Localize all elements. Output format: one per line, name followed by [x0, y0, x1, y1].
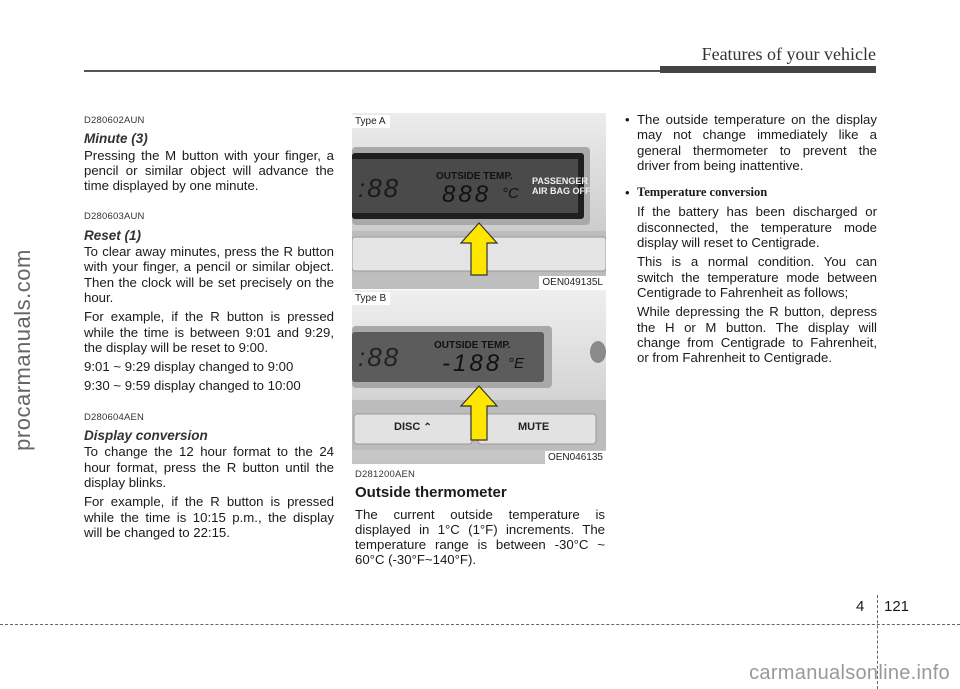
- bullet-dot: •: [625, 112, 630, 127]
- figure-b-code: OEN046135: [545, 451, 606, 464]
- bullet-dot: •: [625, 185, 630, 201]
- paragraph: 9:30 ~ 9:59 display changed to 10:00: [84, 378, 301, 394]
- paragraph: To clear away minutes, press the R button with your finger, a pencil or similar object. Then the clock will be set precisely on the hour.: [84, 244, 334, 305]
- type-a-label: Type A: [352, 115, 390, 128]
- paragraph: 9:01 ~ 9:29 display changed to 9:00: [84, 359, 294, 375]
- section-title-minute: Minute (3): [84, 131, 148, 147]
- paragraph: To change the 12 hour format to the 24 hour format, press the R button until the display blinks.: [84, 444, 334, 490]
- bullet-item: [625, 112, 877, 173]
- section-title-display-conversion: Display conversion: [84, 428, 208, 444]
- section-code: D280604AEN: [84, 411, 145, 423]
- paragraph: This is a normal condition. You can switch the temperature mode between Centigrade to Fahrenheit as follows;: [637, 254, 877, 300]
- section-title-reset: Reset (1): [84, 227, 142, 243]
- column-1: [84, 113, 334, 544]
- section-code: D280602AUN: [84, 115, 145, 126]
- clock-digits: :88: [358, 342, 401, 372]
- column-2-text: [355, 467, 605, 572]
- footer-rule: [0, 624, 960, 625]
- temp-digits: 888: [442, 181, 492, 208]
- page-header-title: Features of your vehicle: [701, 44, 876, 64]
- section-code: D280603AUN: [84, 211, 145, 223]
- paragraph: For example, if the R button is pressed while the time is between 9:01 and 9:29, the display will be reset to 9:00.: [84, 309, 334, 355]
- page-number: 121: [884, 598, 910, 615]
- paragraph: Pressing the M button with your finger, a pencil or similar object will advance the time displayed by one minute.: [84, 147, 334, 194]
- paragraph: For example, if the R button is pressed while the time is 10:15 p.m., the display will be changed to 22:15.: [84, 494, 334, 540]
- figure-type-a: [352, 113, 606, 289]
- figure-a-code: OEN049135L: [539, 276, 606, 289]
- temp-unit: °C: [502, 185, 519, 202]
- header-rule: [84, 70, 662, 72]
- side-watermark-text: procarmanuals.com: [10, 249, 35, 451]
- clock-digits: :88: [358, 173, 401, 203]
- column-3: [625, 112, 877, 369]
- outside-temp-label: OUTSIDE TEMP.: [434, 340, 511, 351]
- mute-button-label: MUTE: [518, 421, 550, 433]
- section-code: D281200AEN: [355, 469, 416, 480]
- paragraph: While depressing the R button, depress the H or M button. The display will change from Centigrade to Fahrenheit, or from Fahrenheit to Centigrade.: [637, 304, 877, 366]
- disc-button: [394, 421, 432, 433]
- bottom-watermark: carmanualsonline.info: [749, 662, 950, 684]
- figure-type-b: [352, 290, 606, 464]
- temperature-conversion-title: Temperature conversion: [637, 185, 768, 200]
- outside-temp-label: OUTSIDE TEMP.: [436, 171, 513, 182]
- type-b-label: Type B: [352, 292, 390, 305]
- arrow-up-icon: [459, 384, 499, 442]
- passenger-label: PASSENGER: [532, 176, 588, 186]
- paragraph: The current outside temperature is displayed in 1°C (1°F) increments. The temperature range is between -30°C ~ 60°C (-30°F~140°F).: [355, 506, 605, 568]
- disc-label: DISC: [394, 421, 421, 433]
- header-bar: [660, 66, 876, 73]
- section-number: 4: [856, 598, 865, 615]
- side-watermark: [6, 150, 40, 550]
- paragraph: If the battery has been discharged or disconnected, the temperature mode display will reset to Centigrade.: [637, 204, 877, 251]
- paragraph: The outside temperature on the display may not change immediately like a general thermometer to prevent the driver from being inattentive.: [637, 112, 877, 173]
- section-title-outside-thermometer: Outside thermometer: [355, 484, 507, 502]
- temp-unit: °E: [508, 355, 525, 372]
- temp-digits: -188: [442, 350, 503, 377]
- arrow-up-icon: [459, 221, 499, 277]
- bullet-item: [625, 185, 877, 200]
- chevron-up-icon: ⌃: [423, 422, 432, 433]
- airbag-off-label: AIR BAG OFF: [532, 186, 591, 196]
